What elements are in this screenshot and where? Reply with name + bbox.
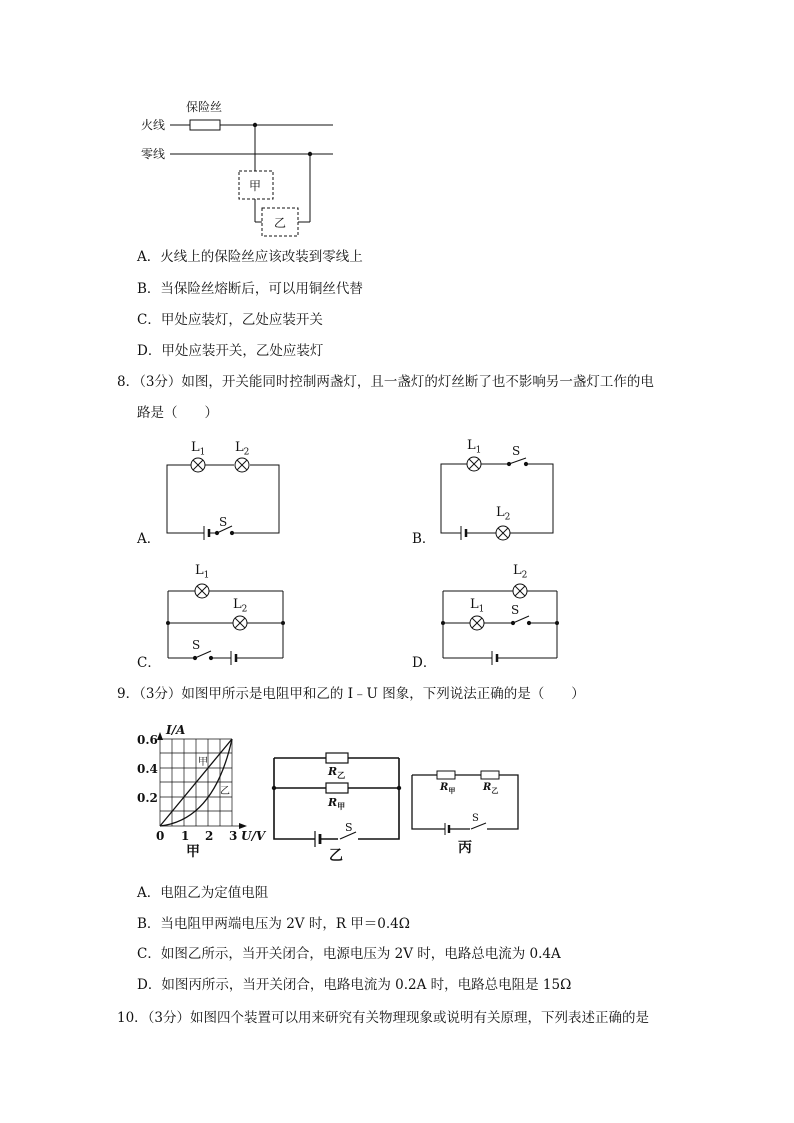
q8b-lamp1-label: $L_1$: [467, 438, 482, 456]
graph-xlabel: U/V: [241, 829, 266, 843]
q8c-lamp1-label: $L_1$: [195, 563, 210, 581]
q8-choice-d: D．: [412, 655, 437, 671]
q7-option-c: C．甲处应装灯，乙处应装开关: [137, 312, 323, 328]
graph-ytick-0-2: 0.2: [137, 791, 158, 805]
live-wire-label: 火线: [141, 118, 166, 132]
q9-option-d: D．如图丙所示，当开关闭合，电路电流为 0.2A 时，电路总电阻是 15Ω: [137, 977, 572, 993]
graph-xtick-3: 3: [229, 829, 238, 843]
q8d-lamp1-label: $L_1$: [470, 597, 485, 615]
q7-option-b: B．当保险丝熔断后，可以用铜丝代替: [137, 281, 363, 297]
graph-ytick-0-4: 0.4: [137, 762, 158, 776]
q8d-switch-label: S: [511, 603, 520, 617]
q7-option-d: D．甲处应装开关，乙处应装灯: [137, 343, 324, 359]
fig-c-caption: 丙: [458, 840, 472, 856]
q8b-lamp2-label: $L_2$: [496, 505, 511, 523]
q9-option-c: C．如图乙所示，当开关闭合，电源电压为 2V 时，电路总电流为 0.4A: [137, 946, 561, 962]
q8d-lamp2-label: $L_2$: [513, 563, 528, 581]
neutral-wire-label: 零线: [141, 147, 166, 161]
box-a-label: 甲: [249, 179, 262, 193]
graph-xtick-2: 2: [205, 829, 214, 843]
q8a-switch-label: S: [219, 515, 228, 529]
curve-b-label: 乙: [220, 786, 230, 797]
fig-c-r-b-label: $R_乙$: [483, 782, 499, 795]
q8-choice-c: C．: [137, 655, 161, 671]
q8c-switch-label: S: [192, 638, 201, 652]
graph-xtick-1: 1: [181, 829, 190, 843]
q8-choice-b: B．: [412, 531, 436, 547]
fig-c-r-a-label: $R_甲$: [440, 782, 456, 795]
q8c-lamp2-label: $L_2$: [233, 597, 248, 615]
q8a-lamp2-label: $L_2$: [235, 440, 250, 458]
q8-stem-line1: 8．（3分）如图，开关能同时控制两盏灯，且一盏灯的灯丝断了也不影响另一盏灯工作的电: [117, 374, 654, 390]
fig-b-switch-label: S: [345, 821, 353, 834]
curve-a-label: 甲: [198, 757, 208, 768]
graph-ylabel: I/A: [166, 723, 186, 737]
graph-caption: 甲: [186, 844, 200, 860]
fig-c-switch-label: S: [472, 813, 479, 824]
fig-b-r-a-label: $R_甲$: [328, 796, 346, 812]
q7-option-a: A．火线上的保险丝应该改装到零线上: [137, 249, 363, 265]
q8b-switch-label: S: [512, 444, 521, 458]
q9-option-a: A．电阻乙为定值电阻: [137, 885, 269, 901]
graph-xtick-0: 0: [156, 829, 165, 843]
q8-stem-line2: 路是（ ）: [137, 405, 218, 421]
q8a-lamp1-label: $L_1$: [191, 440, 206, 458]
fig-b-r-b-label: $R_乙$: [328, 765, 346, 781]
box-b-label: 乙: [274, 216, 287, 230]
fig-b-caption: 乙: [329, 848, 343, 864]
q9-option-b: B．当电阻甲两端电压为 2V 时，R 甲＝0.4Ω: [137, 916, 410, 932]
q10-stem: 10．（3分）如图四个装置可以用来研究有关物理现象或说明有关原理，下列表述正确的是: [117, 1010, 650, 1026]
graph-ytick-0-6: 0.6: [137, 733, 158, 747]
q9-stem: 9．（3分）如图甲所示是电阻甲和乙的 I﹣U 图象，下列说法正确的是（ ）: [117, 686, 585, 702]
fuse-label: 保险丝: [186, 100, 223, 114]
q8-choice-a: A．: [137, 531, 161, 547]
